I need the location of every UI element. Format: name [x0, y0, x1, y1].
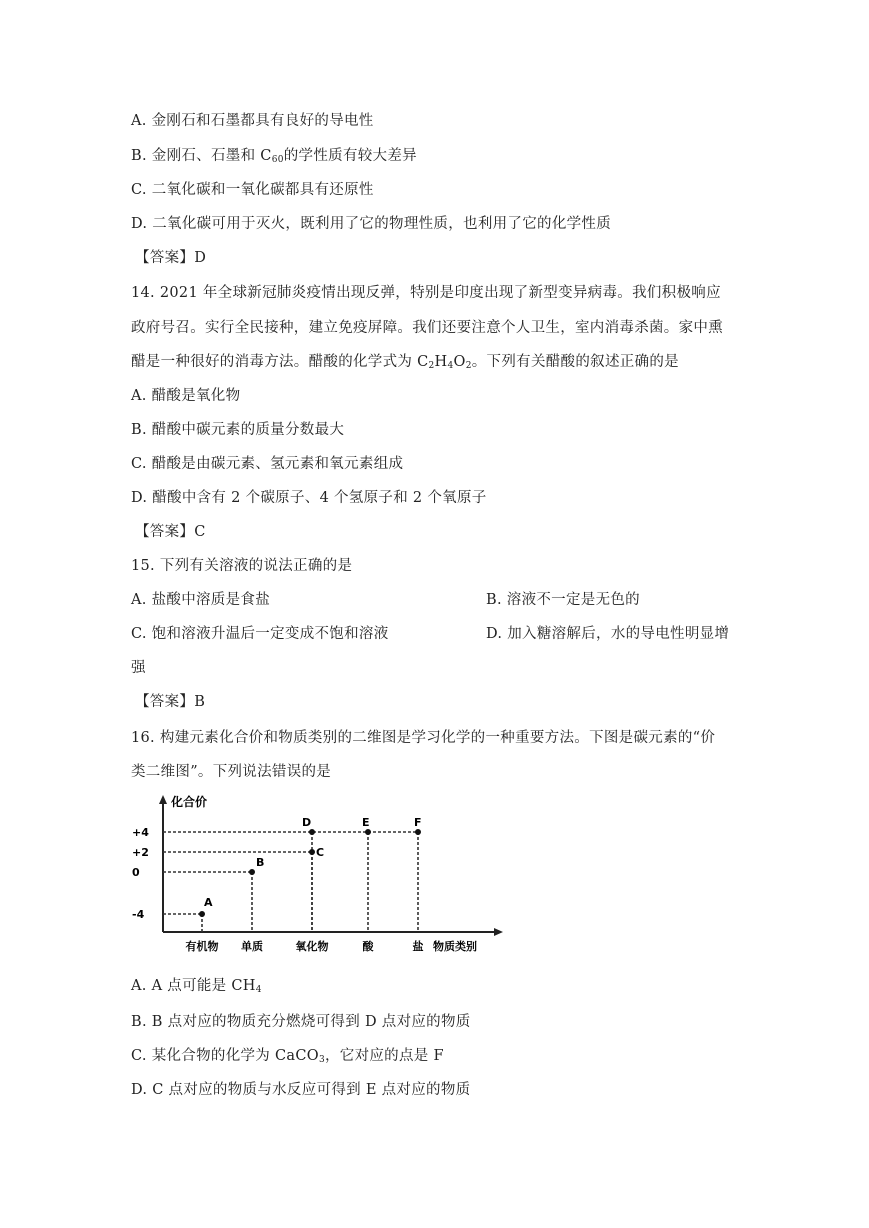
- q15-stem: 15. 下列有关溶液的说法正确的是: [131, 558, 353, 574]
- chart-tick-labels: [132, 826, 424, 953]
- q14-option-a: A. 醋酸是氧化物: [131, 388, 241, 404]
- chart-points: [199, 816, 422, 917]
- chart-x-axis-label: 物质类别: [433, 940, 477, 953]
- q14-option-d: D. 醋酸中含有 2 个碳原子、4 个氢原子和 2 个氧原子: [131, 490, 487, 506]
- x-tick-label: 氧化物: [295, 940, 329, 953]
- y-tick-label: +2: [132, 846, 149, 859]
- q15-option-a: A. 盐酸中溶质是食盐: [131, 592, 270, 608]
- data-point-label: F: [414, 816, 422, 829]
- data-point-d: [309, 829, 315, 835]
- q16-stem-line-2: 类二维图”。下列说法错误的是: [131, 764, 332, 780]
- data-point-label: C: [316, 846, 325, 859]
- q13-answer: 【答案】D: [135, 250, 207, 266]
- valence-category-chart: [130, 792, 510, 962]
- data-point-label: B: [256, 856, 265, 869]
- q14-stem-line-3: 醋是一种很好的消毒方法。醋酸的化学式为 $C_2H_4O_2$。下列有关醋酸的叙述正确的是: [131, 354, 679, 371]
- chart-axes: [159, 795, 503, 936]
- q16-option-b: B. B 点对应的物质充分燃烧可得到 D 点对应的物质: [131, 1014, 471, 1030]
- q15-option-d-continued: 强: [131, 660, 146, 676]
- q14-answer: 【答案】C: [135, 524, 206, 540]
- chart-guide-lines: [163, 832, 418, 932]
- q15-option-c: C. 饱和溶液升温后一定变成不饱和溶液: [131, 626, 389, 642]
- data-point-label: A: [204, 896, 213, 909]
- x-axis-arrow: [494, 928, 503, 936]
- chart-y-axis-label: 化合价: [171, 795, 208, 809]
- q13-option-d: D. 二氧化碳可用于灭火，既利用了它的物理性质，也利用了它的化学性质: [131, 216, 612, 232]
- data-point-a: [199, 911, 205, 917]
- q14-option-b: B. 醋酸中碳元素的质量分数最大: [131, 422, 345, 438]
- q14-stem-line-2: 政府号召。实行全民接种，建立免疫屏障。我们还要注意个人卫生，室内消毒杀菌。家中熏: [131, 320, 723, 336]
- q16-option-c: C. 某化合物的化学为 CaCO$_3$，它对应的点是 F: [131, 1048, 444, 1065]
- q15-option-b: B. 溶液不一定是无色的: [486, 592, 640, 608]
- y-tick-label: +4: [132, 826, 149, 839]
- q14-stem-line-1: 14. 2021 年全球新冠肺炎疫情出现反弹，特别是印度出现了新型变异病毒。我们积极响应: [131, 285, 721, 301]
- q16-option-a: A. A 点可能是 $CH_4$: [131, 978, 262, 995]
- y-tick-label: 0: [132, 866, 140, 879]
- x-tick-label: 单质: [241, 940, 263, 953]
- q13-option-c: C. 二氧化碳和一氧化碳都具有还原性: [131, 182, 374, 198]
- q13-option-a: A. 金刚石和石墨都具有良好的导电性: [131, 113, 374, 129]
- q16-option-d: D. C 点对应的物质与水反应可得到 E 点对应的物质: [131, 1082, 471, 1098]
- data-point-b: [249, 869, 255, 875]
- data-point-c: [309, 849, 315, 855]
- data-point-label: E: [362, 816, 370, 829]
- q13-option-b: B. 金刚石、石墨和 $C_{60}$的学性质有较大差异: [131, 148, 417, 165]
- y-axis-arrow: [159, 795, 167, 804]
- x-tick-label: 有机物: [185, 940, 219, 953]
- q15-option-d: D. 加入糖溶解后，水的导电性明显增: [486, 626, 730, 642]
- q15-answer: 【答案】B: [135, 694, 206, 710]
- x-tick-label: 盐: [412, 940, 424, 953]
- q16-stem-line-1: 16. 构建元素化合价和物质类别的二维图是学习化学的一种重要方法。下图是碳元素的“价: [131, 730, 716, 746]
- data-point-f: [415, 829, 421, 835]
- y-tick-label: -4: [132, 908, 145, 921]
- q14-option-c: C. 醋酸是由碳元素、氢元素和氧元素组成: [131, 456, 404, 472]
- data-point-label: D: [302, 816, 312, 829]
- data-point-e: [365, 829, 371, 835]
- x-tick-label: 酸: [362, 940, 374, 953]
